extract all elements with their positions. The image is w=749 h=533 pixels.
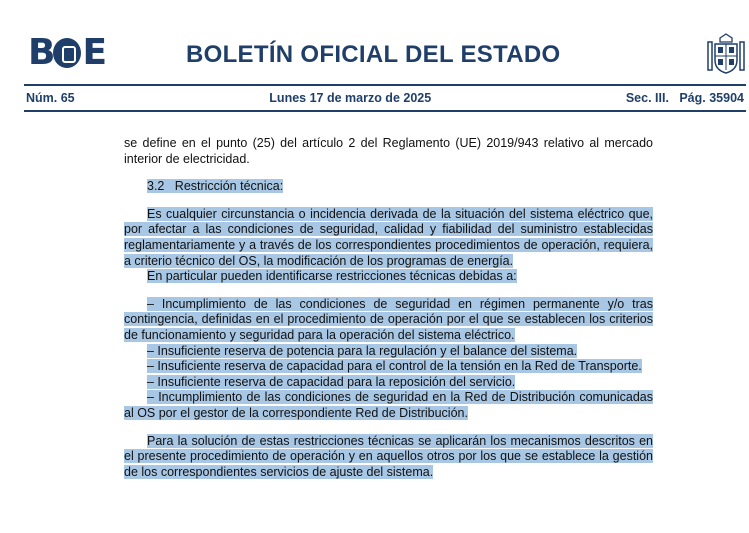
boe-logo [28, 32, 105, 73]
list-intro-paragraph: En particular pueden identificarse restricciones técnicas debidas a: [147, 269, 517, 284]
boe-logo-b: B [28, 32, 53, 73]
list-item: – Insuficiente reserva de potencia para la regulación y el balance del sistema. [147, 343, 578, 358]
issue-number: Núm. 65 [26, 91, 75, 105]
intro-paragraph: se define en el punto (25) del artículo 2 del Reglamento (UE) 2019/943 relativo al mercado interior de electricidad. [124, 136, 653, 166]
page-title: BOLETÍN OFICIAL DEL ESTADO [186, 41, 561, 68]
definition-paragraph: Es cualquier circunstancia o incidencia derivada de la situación del sistema eléctrico que, por afectar a las condiciones de seguridad, calidad y fiabilidad del suministro establecidas reglamentariamente y a través de los correspondientes procedimientos de operación, requiera, a criterio técnico del OS, la modificación de los programas de energía. [124, 206, 653, 268]
document-body [124, 136, 653, 480]
boe-logo-e: E [82, 32, 105, 73]
boe-logo-emblem [53, 38, 81, 68]
spain-coat-of-arms-icon [706, 32, 746, 76]
issue-date: Lunes 17 de marzo de 2025 [269, 91, 432, 105]
list-item: – Incumplimiento de las condiciones de seguridad en régimen permanente y/o tras contingencia, definidas en el procedimiento de operación por el que se establecen los criterios de funcionamiento y seguridad para la operación del sistema eléctrico. [124, 296, 653, 342]
section-heading: 3.2 Restricción técnica: [147, 179, 284, 194]
section-page: Sec. III. Pág. 35904 [625, 91, 744, 105]
issue-info-bar [24, 84, 746, 112]
list-item: – Insuficiente reserva de capacidad para la reposición del servicio. [147, 374, 516, 389]
solution-paragraph: Para la solución de estas restricciones técnicas se aplicarán los mecanismos descritos en el presente procedimiento de operación y en aquellos otros por los que se establece la gestión de los correspondientes servicios de ajuste del sistema. [124, 433, 653, 479]
list-item: – Insuficiente reserva de capacidad para el control de la tensión en la Red de Transporte. [147, 359, 642, 374]
list-item: – Incumplimiento de las condiciones de seguridad en la Red de Distribución comunicadas al OS por el gestor de la correspondiente Red de Distribución. [124, 390, 653, 420]
